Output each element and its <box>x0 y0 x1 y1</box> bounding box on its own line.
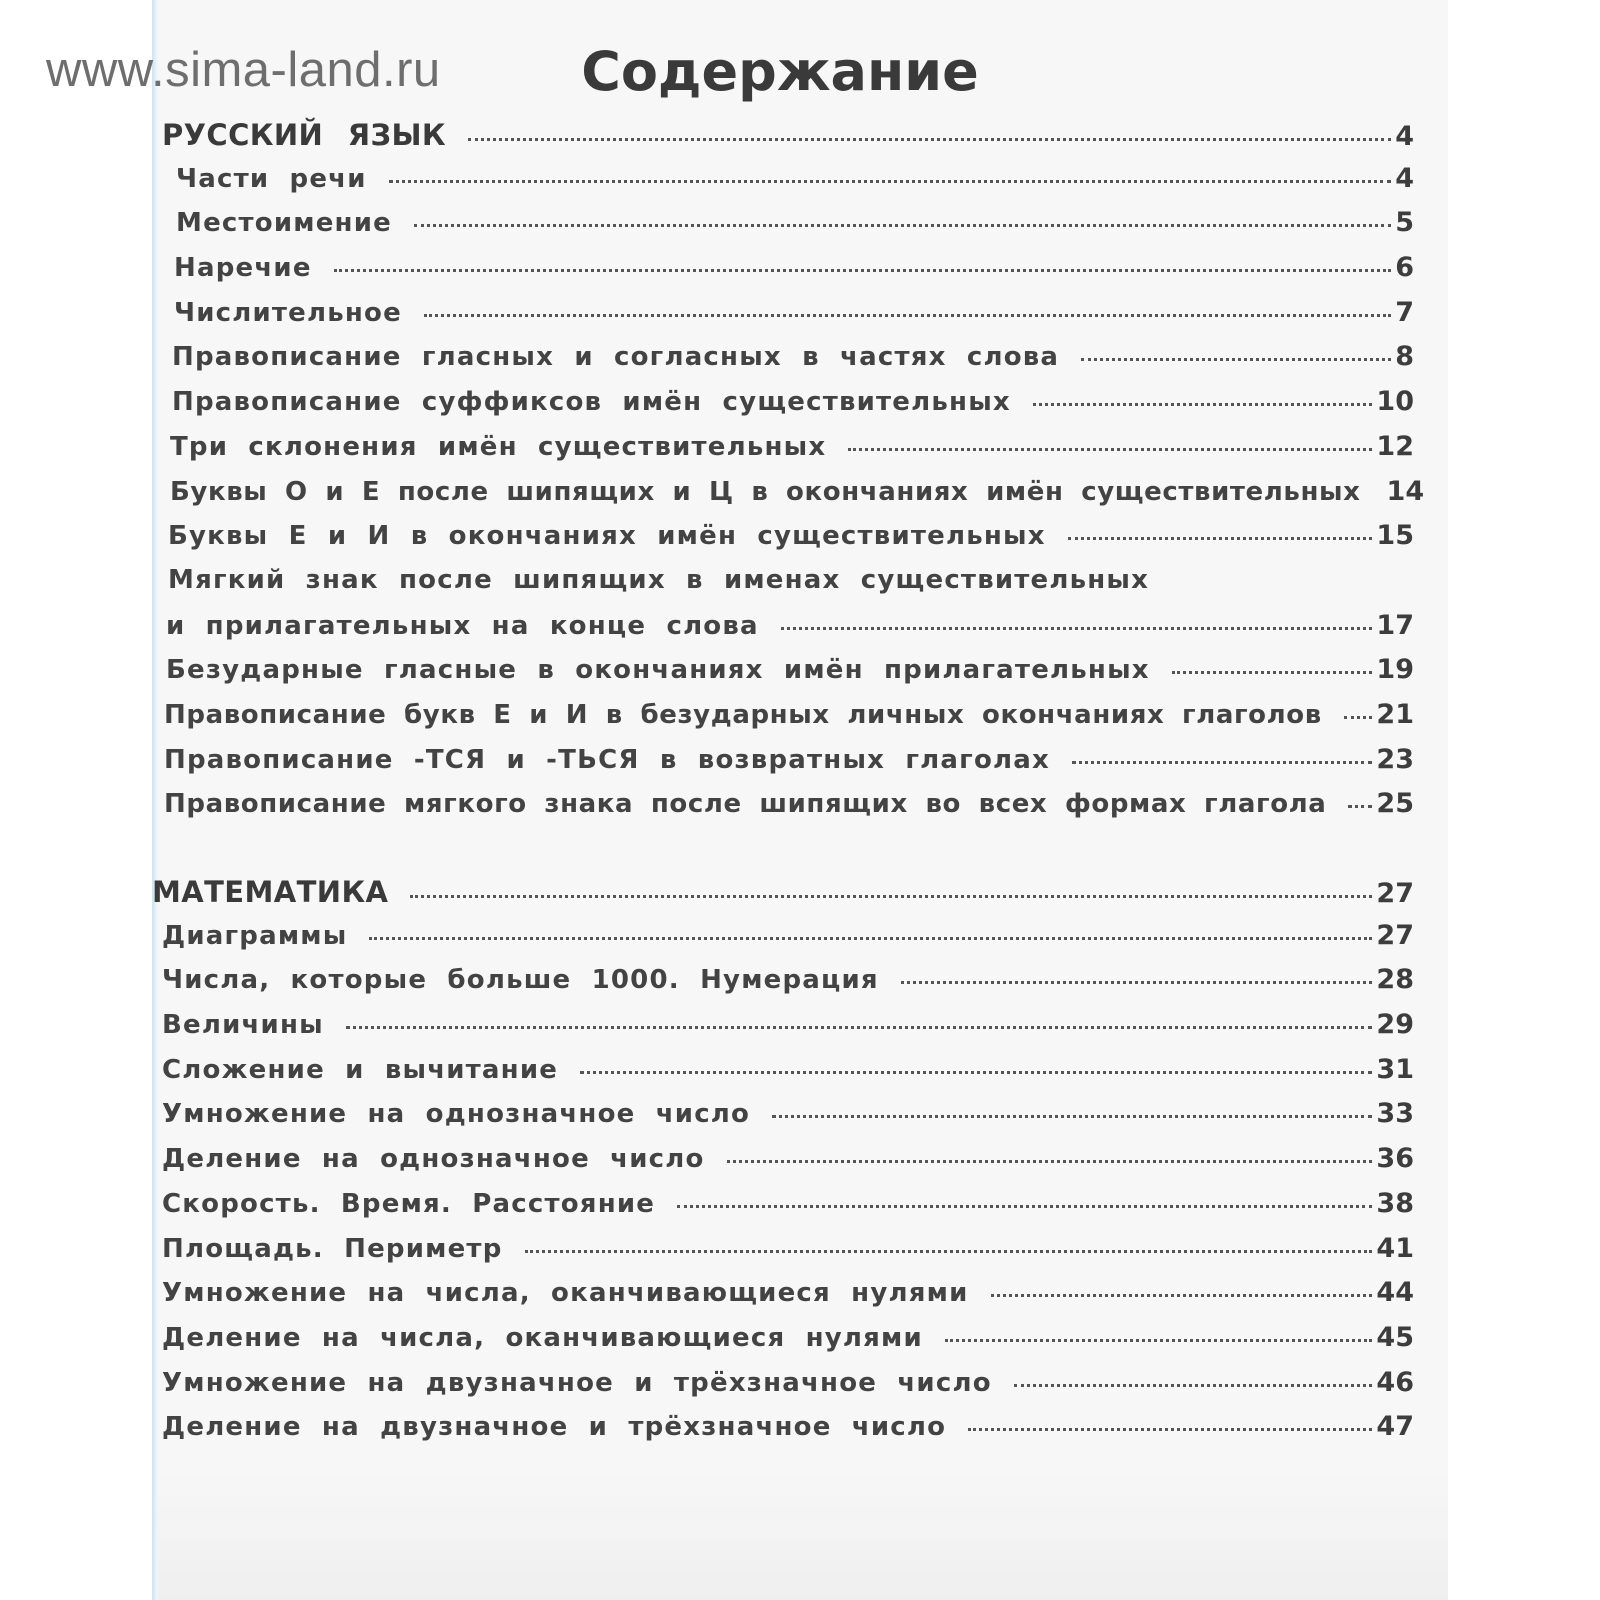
entry-title: Местоимение <box>176 208 392 239</box>
entry-title: Скорость. Время. Расстояние <box>162 1188 656 1219</box>
entry-title: Числительное <box>174 297 402 328</box>
page-number: 45 <box>1376 1321 1414 1353</box>
entry-title: Деление на числа, оканчивающиеся нулями <box>162 1322 923 1353</box>
page-number: 6 <box>1395 252 1414 284</box>
toc-entry <box>162 610 1414 655</box>
dot-leader <box>525 1250 1373 1253</box>
toc-section-math <box>152 875 1414 920</box>
entry-title: Умножение на числа, оканчивающиеся нулями <box>162 1278 969 1309</box>
page-number: 12 <box>1376 430 1414 462</box>
toc-entry <box>162 654 1414 699</box>
page-number: 29 <box>1376 1009 1414 1041</box>
page-number: 28 <box>1376 964 1414 996</box>
dot-leader <box>968 1428 1372 1431</box>
toc-entry <box>162 1277 1414 1322</box>
toc-entry <box>162 920 1414 965</box>
page-title: Содержание <box>581 40 979 103</box>
entry-title: Буквы Е и И в окончаниях имён существительных <box>168 521 1046 552</box>
entry-title: Деление на двузначное и трёхзначное число <box>162 1412 947 1443</box>
toc-section-russian <box>162 118 1414 163</box>
dot-leader <box>334 269 1392 272</box>
entry-title: Величины <box>162 1010 324 1041</box>
entry-title-continued: и прилагательных на конце слова <box>166 610 759 641</box>
page-number: 5 <box>1395 207 1414 239</box>
toc-entry <box>162 788 1414 833</box>
dot-leader <box>772 1115 1372 1118</box>
entry-title: Правописание букв Е и И в безударных личных окончаниях глаголов <box>164 699 1322 730</box>
section-title: РУССКИЙ ЯЗЫК <box>162 118 447 152</box>
dot-leader <box>414 224 1391 227</box>
entry-title: Правописание -ТСЯ и -ТЬСЯ в возвратных глаголах <box>164 744 1050 775</box>
dot-leader <box>389 180 1392 183</box>
entry-title: Три склонения имён существительных <box>170 431 827 462</box>
page-number: 46 <box>1376 1366 1414 1398</box>
entry-title: Правописание гласных и согласных в частях слова <box>172 342 1060 373</box>
dot-leader <box>677 1205 1372 1208</box>
dot-leader <box>1014 1384 1373 1387</box>
table-of-contents <box>152 118 1425 1456</box>
entry-title: Мягкий знак после шипящих в именах существительных <box>168 564 1150 595</box>
toc-entry <box>162 1009 1414 1054</box>
page-number: 19 <box>1376 654 1414 686</box>
page-number: 47 <box>1376 1411 1414 1443</box>
toc-entry <box>162 341 1414 386</box>
dot-leader <box>1072 761 1372 764</box>
page-number: 25 <box>1376 788 1414 820</box>
toc-entry <box>162 1143 1414 1188</box>
dot-leader <box>848 448 1372 451</box>
dot-leader <box>1068 537 1373 540</box>
page-number: 4 <box>1395 121 1414 152</box>
page-number: 44 <box>1376 1277 1414 1309</box>
page-number: 36 <box>1376 1143 1414 1175</box>
page-number: 21 <box>1376 698 1414 730</box>
toc-entry <box>162 207 1414 252</box>
toc-entry <box>162 386 1414 431</box>
page-number: 23 <box>1376 743 1414 775</box>
dot-leader <box>468 138 1391 141</box>
dot-leader <box>1081 358 1391 361</box>
entry-title: Умножение на двузначное и трёхзначное число <box>162 1367 992 1398</box>
dot-leader <box>369 937 1372 940</box>
entry-title: Наречие <box>174 253 312 284</box>
page-number: 15 <box>1376 520 1414 552</box>
toc-entry <box>162 297 1414 342</box>
toc-entry <box>162 699 1414 744</box>
toc-entry <box>162 520 1414 565</box>
entry-title: Умножение на однозначное число <box>162 1099 751 1130</box>
toc-entry-line1 <box>162 565 1414 610</box>
entry-title: Площадь. Периметр <box>162 1233 503 1264</box>
dot-leader <box>410 895 1372 898</box>
page-number: 27 <box>1376 919 1414 951</box>
dot-leader <box>945 1339 1373 1342</box>
dot-leader <box>1344 716 1373 719</box>
page-number: 7 <box>1395 296 1414 328</box>
dot-leader <box>346 1026 1373 1029</box>
dot-leader <box>901 981 1373 984</box>
toc-entry <box>162 1233 1414 1278</box>
page-number: 8 <box>1395 341 1414 373</box>
toc-entry <box>162 252 1414 297</box>
entry-title: Безударные гласные в окончаниях имён прилагательных <box>166 655 1150 686</box>
page-number: 10 <box>1376 386 1414 418</box>
dot-leader <box>727 1160 1373 1163</box>
toc-entry <box>162 431 1414 476</box>
entry-title: Правописание суффиксов имён существительных <box>172 387 1011 418</box>
section-title: МАТЕМАТИКА <box>152 875 389 909</box>
dot-leader <box>1033 403 1373 406</box>
entry-title: Деление на однозначное число <box>162 1144 705 1175</box>
toc-entry <box>162 1367 1414 1412</box>
entry-title: Числа, которые больше 1000. Нумерация <box>162 965 879 996</box>
page-number: 17 <box>1376 609 1414 641</box>
entry-title: Части речи <box>176 163 367 194</box>
page-number: 38 <box>1376 1187 1414 1219</box>
page-number: 4 <box>1395 162 1414 194</box>
entry-title: Сложение и вычитание <box>162 1054 559 1085</box>
toc-entry <box>162 475 1425 521</box>
toc-entry <box>162 1411 1414 1456</box>
toc-entry <box>162 964 1414 1009</box>
toc-entry <box>162 1188 1414 1233</box>
page-number: 27 <box>1376 878 1414 909</box>
dot-leader <box>781 627 1373 630</box>
section-gap <box>162 833 1414 875</box>
page-number: 14 <box>1386 475 1425 507</box>
toc-entry <box>162 744 1414 789</box>
dot-leader <box>580 1071 1372 1074</box>
dot-leader <box>1172 671 1373 674</box>
dot-leader <box>1348 805 1372 808</box>
toc-entry <box>162 163 1414 208</box>
page-bottom-shade <box>158 1470 1448 1600</box>
toc-entry <box>162 1098 1414 1143</box>
dot-leader <box>424 314 1391 317</box>
toc-entry <box>162 1322 1414 1367</box>
dot-leader <box>991 1294 1373 1297</box>
toc-entry <box>162 1054 1414 1099</box>
page-number: 33 <box>1376 1098 1414 1130</box>
entry-title: Правописание мягкого знака после шипящих во всех формах глагола <box>164 789 1327 820</box>
entry-title: Буквы О и Е после шипящих и Ц в окончаниях имён существительных <box>170 476 1361 507</box>
page-number: 41 <box>1376 1232 1414 1264</box>
entry-title: Диаграммы <box>162 920 348 951</box>
watermark: www.sima-land.ru <box>46 43 441 97</box>
page-number: 31 <box>1376 1053 1414 1085</box>
